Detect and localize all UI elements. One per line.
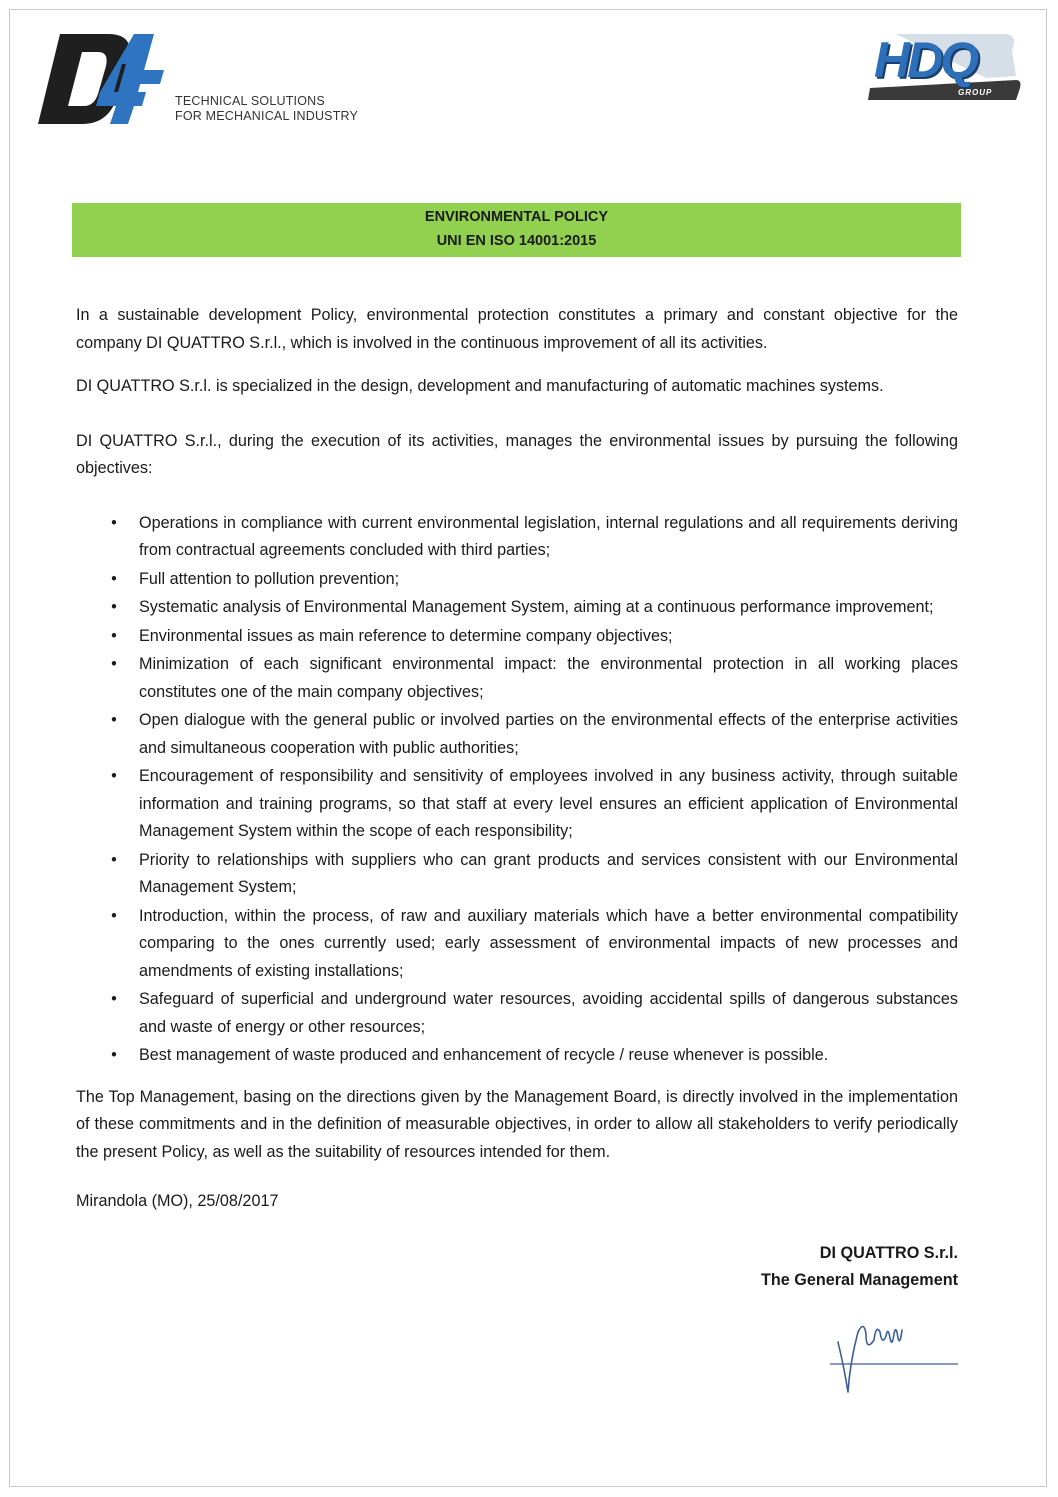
signatory-company: DI QUATTRO S.r.l. <box>819 1243 958 1262</box>
list-item: • Priority to relationships with suppliers who can grant products and services consistent with our Environmental Management System; <box>76 847 958 902</box>
place-and-date: Mirandola (MO), 25/08/2017 <box>76 1192 279 1210</box>
list-item: • Environmental issues as main reference to determine company objectives; <box>76 623 958 651</box>
group-label: GROUP <box>958 88 993 97</box>
bullet-icon: • <box>111 626 117 645</box>
d4-tagline: TECHNICAL SOLUTIONS FOR MECHANICAL INDUSTRY <box>175 94 359 123</box>
list-item: • Introduction, within the process, of raw and auxiliary materials which have a better environmental compatibility comparing to the ones currently used; early assessment of environmental impacts of new processes and amendments of existing installations; <box>76 903 958 986</box>
bullet-icon: • <box>111 767 117 785</box>
list-item: • Systematic analysis of Environmental Management System, aiming at a continuous performance improvement; <box>76 594 958 622</box>
specialization-paragraph: DI QUATTRO S.r.l. is specialized in the design, development and manufacturing of automatic machines systems. <box>76 377 884 395</box>
hdq-group-logo <box>866 30 1026 105</box>
handwritten-signature <box>830 1312 960 1397</box>
policy-content <box>76 302 958 1295</box>
bullet-icon: • <box>111 850 117 869</box>
list-item: • Minimization of each significant environmental impact: the environmental protection in all working places constitutes one of the main company objectives; <box>76 651 958 706</box>
d4-logo-mark <box>38 32 168 128</box>
policy-title: ENVIRONMENTAL POLICY <box>424 209 609 225</box>
objectives-intro-paragraph: DI QUATTRO S.r.l., during the execution of its activities, manages the environmental issues by pursuing the following objectives: <box>76 431 958 477</box>
bullet-icon: • <box>111 598 117 616</box>
policy-standard: UNI EN ISO 14001:2015 <box>436 233 597 249</box>
signatory-role: The General Management <box>760 1271 958 1289</box>
intro-paragraph: In a sustainable development Policy, environmental protection constitutes a primary and constant objective for the company DI QUATTRO S.r.l., which is involved in the continuous improvement of all its activities. <box>76 306 958 352</box>
policy-title-band <box>72 203 961 257</box>
d4-logo <box>38 32 368 132</box>
bullet-icon: • <box>111 513 117 532</box>
bullet-icon: • <box>111 711 117 729</box>
bullet-icon: • <box>111 906 117 925</box>
list-item: • Best management of waste produced and enhancement of recycle / reuse whenever is possible. <box>76 1042 958 1070</box>
list-item: • Open dialogue with the general public or involved parties on the environmental effects of the enterprise activities and simultaneous cooperation with public authorities; <box>76 707 958 762</box>
signature-block <box>76 1240 958 1295</box>
bullet-icon: • <box>111 655 117 673</box>
bullet-icon: • <box>111 1046 117 1064</box>
list-item: • Operations in compliance with current environmental legislation, internal regulations and all requirements deriving from contractual agreements concluded with third parties; <box>76 510 958 565</box>
list-item: • Full attention to pollution prevention; <box>76 566 958 594</box>
objectives-list <box>76 510 958 1070</box>
management-paragraph: The Top Management, basing on the directions given by the Management Board, is directly involved in the implementation of these commitments and in the definition of measurable objectives, in order to allow all stakeholders to verify periodically the present Policy, as well as the suitability of resources intended for them. <box>76 1087 958 1161</box>
bullet-icon: • <box>111 990 117 1008</box>
hdq-wordmark: HDQ <box>874 32 977 88</box>
bullet-icon: • <box>111 569 117 588</box>
list-item: • Encouragement of responsibility and sensitivity of employees involved in any business activity, through suitable information and training programs, so that staff at every level ensures an efficient application of Environmental Management System within the scope of each responsibility; <box>76 763 958 846</box>
list-item: • Safeguard of superficial and underground water resources, avoiding accidental spills of dangerous substances and waste of energy or other resources; <box>76 986 958 1041</box>
